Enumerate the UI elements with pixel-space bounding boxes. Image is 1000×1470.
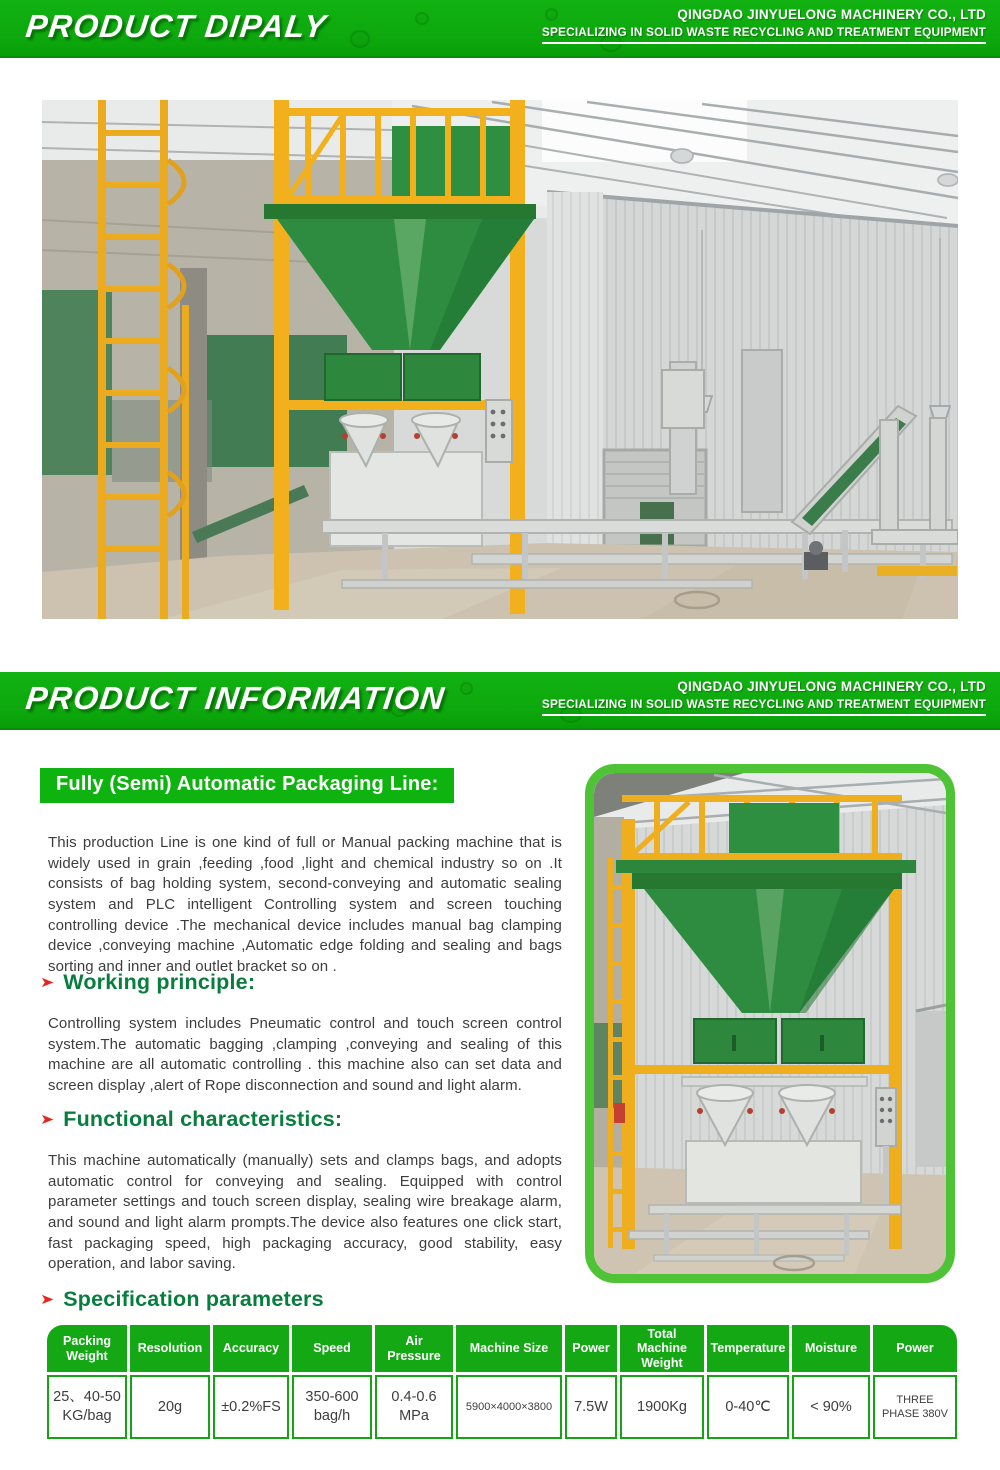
section-title-box: Fully (Semi) Automatic Packaging Line: xyxy=(40,768,454,803)
col-packing-weight: Packing Weight xyxy=(47,1325,127,1372)
functional-characteristics-label: Functional characteristics: xyxy=(63,1107,343,1131)
working-principle-paragraph: Controlling system includes Pneumatic control and touch screen control system.The automatic bagging ,clamping ,conveying and sealing of this machine are all automatic controlling . this machine also can set data and screen display ,alert of Rope disconnection and sound and light alarm. xyxy=(48,1015,562,1095)
value-resolution: 20g xyxy=(130,1375,210,1439)
company-name: QINGDAO JINYUELONG MACHINERY CO., LTD xyxy=(677,7,986,22)
functional-characteristics-paragraph: This machine automatically (manually) sets and clamps bags, and adopts automatic control for conveying and sealing. Equipped with control parameter settings and touch screen display, sealing wire breakage alarm, and sound and light alarm prompts.The device also features one click start, fast packaging speed, high packaging accuracy, good stability, easy operation, and labor saving. xyxy=(48,1152,562,1273)
machine-photo-frame xyxy=(585,764,955,1283)
working-principle-label: Working principle: xyxy=(63,970,256,994)
col-power: Power xyxy=(565,1325,617,1372)
value-machine-size: 5900×4000×3800 xyxy=(456,1375,562,1439)
bubble-decoration xyxy=(460,682,473,695)
col-total-machine-weight: Total Machine Weight xyxy=(620,1325,704,1372)
arrow-icon: ➤ xyxy=(40,1291,55,1308)
col-machine-size: Machine Size xyxy=(456,1325,562,1372)
col-power-supply: Power xyxy=(873,1325,957,1372)
bubble-decoration xyxy=(350,30,370,48)
page-title: PRODUCT DIPALY xyxy=(23,8,329,44)
spec-header-row xyxy=(47,1325,957,1372)
specification-parameters-heading xyxy=(40,1287,324,1312)
section-page-title: PRODUCT INFORMATION xyxy=(23,680,448,716)
col-accuracy: Accuracy xyxy=(213,1325,289,1372)
factory-photo-illustration xyxy=(42,100,958,619)
functional-characteristics-heading xyxy=(40,1107,342,1132)
value-moisture: < 90% xyxy=(792,1375,870,1439)
bubble-decoration xyxy=(415,12,429,25)
company-name: QINGDAO JINYUELONG MACHINERY CO., LTD xyxy=(677,679,986,694)
top-banner xyxy=(0,0,1000,58)
value-total-machine-weight: 1900Kg xyxy=(620,1375,704,1439)
info-banner xyxy=(0,672,1000,730)
working-principle-heading xyxy=(40,970,255,995)
factory-photo xyxy=(42,100,958,619)
value-speed: 350-600 bag/h xyxy=(292,1375,372,1439)
intro-paragraph: This production Line is one kind of full or Manual packing machine that is widely used in grain ,feeding ,food ,light and chemical industry so on .It consists of bag holding system, second-conveying and automatic sealing system and PLC intelligent Controlling system and screen touching controlling device .The mechanical device includes manual bag clamping device ,conveying machine ,Automatic edge folding and sealing and bags sorting and inner and outlet bracket so on . xyxy=(48,834,562,976)
value-temperature: 0-40℃ xyxy=(707,1375,789,1439)
value-power-supply: THREE PHASE 380V xyxy=(873,1375,957,1439)
value-power: 7.5W xyxy=(565,1375,617,1439)
specification-table xyxy=(44,1322,960,1442)
col-moisture: Moisture xyxy=(792,1325,870,1372)
company-block xyxy=(542,679,986,716)
company-block xyxy=(542,7,986,44)
specification-parameters-label: Specification parameters xyxy=(63,1287,324,1311)
col-temperature: Temperature xyxy=(707,1325,789,1372)
value-air-pressure: 0.4-0.6 MPa xyxy=(375,1375,453,1439)
company-tagline: SPECIALIZING IN SOLID WASTE RECYCLING AND TREATMENT EQUIPMENT xyxy=(542,697,986,716)
col-speed: Speed xyxy=(292,1325,372,1372)
machine-photo-illustration xyxy=(594,773,946,1274)
col-resolution: Resolution xyxy=(130,1325,210,1372)
arrow-icon: ➤ xyxy=(40,1111,55,1128)
company-tagline: SPECIALIZING IN SOLID WASTE RECYCLING AND TREATMENT EQUIPMENT xyxy=(542,25,986,44)
col-air-pressure: Air Pressure xyxy=(375,1325,453,1372)
value-packing-weight: 25、40-50 KG/bag xyxy=(47,1375,127,1439)
spec-value-row xyxy=(47,1375,957,1439)
arrow-icon: ➤ xyxy=(40,974,55,991)
value-accuracy: ±0.2%FS xyxy=(213,1375,289,1439)
